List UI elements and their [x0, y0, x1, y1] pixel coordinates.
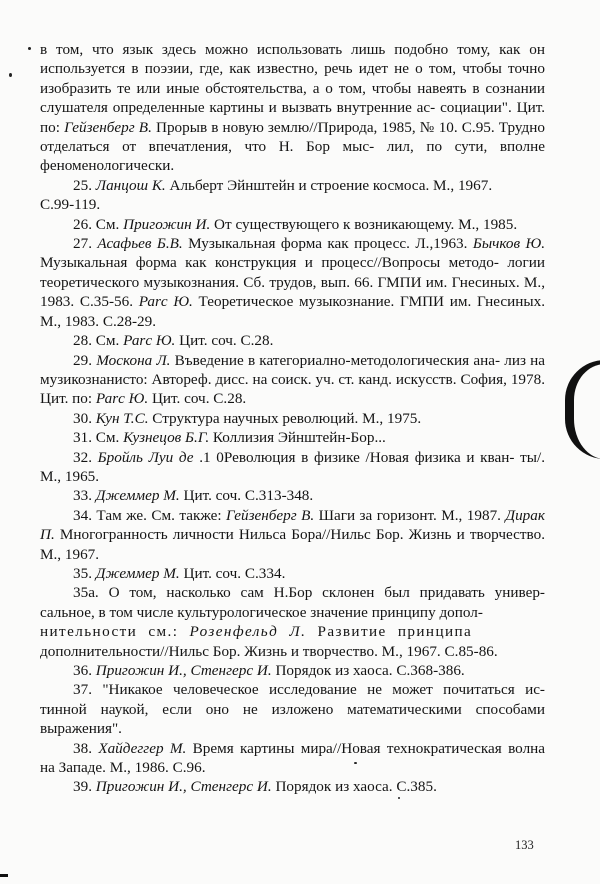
author-name: Бройль Луи де: [97, 448, 194, 466]
note-26: 26. См. Пригожин И. От существующего к возникающему. М., 1985.: [73, 215, 518, 233]
note-28: 28. См. Раrс Ю. Цит. соч. С.28.: [73, 332, 274, 350]
author-name: Ю.: [525, 235, 545, 253]
scan-bracket-mark: [565, 360, 600, 459]
text-line: 1985, № 10. С.95. Трудно отделаться от впечатления, что Н. Бор мыс-: [40, 118, 545, 156]
note-31: 31. См. Кузнецов Б.Г. Коллизия Эйнштейн-Бор...: [73, 429, 386, 447]
author-name: Джеммер М.: [95, 487, 180, 505]
author-name: Бычков: [472, 235, 521, 253]
author-name: Ланцош К.: [95, 176, 166, 194]
author-name: Джеммер М.: [95, 564, 180, 582]
text-line: Прорыв в новую землю//Природа,: [151, 118, 378, 136]
text-line: сознании слушателя определенные картины и вызвать внутренние ас-: [40, 79, 545, 117]
note-34: 34. Там же. См. также: Гейзенберг В. Шаги за горизонт. М., 1987. Дирак П. Многогранность личности Нильса Бора//Нильс Бор. Жизнь и творчество. М., 1967.: [40, 506, 545, 563]
author-name: Розенфельд Л.: [189, 623, 307, 641]
scan-speck: [398, 797, 400, 799]
note-32: 32. Бройль Луи де .1 0Революция в физике /Новая физика и кван- ты/. М., 1965.: [40, 448, 546, 485]
author-name: Раrс Ю.: [123, 332, 176, 350]
note-35a-cont: дополнительности//Нильс Бор. Жизнь и творчество. М., 1967. С.85-86.: [40, 642, 498, 660]
text-line: социации". Цит. по:: [40, 99, 545, 136]
scan-speck: [28, 47, 31, 50]
scan-edge-mark: [0, 874, 8, 877]
note-30: 30. Кун Т.С. Структура научных революций. М., 1975.: [73, 409, 422, 427]
author-name: Хайдеггер М.: [98, 739, 187, 757]
author-name: Москона Л.: [96, 351, 171, 369]
scan-speck: [9, 73, 12, 77]
note-39: 39. Пригожин И., Стенгерс И. Порядок из хаоса. С.385.: [73, 778, 437, 796]
scan-speck: [354, 762, 357, 764]
author-name: Асафьев Б.В.: [97, 235, 183, 253]
note-37: 37. "Никакое человеческое исследование не может почитаться ис- тинной наукой, если оно не изложено математическими способами выражения".: [40, 681, 545, 738]
note-33: 33. Джеммер М. Цит. соч. С.313-348.: [73, 487, 314, 505]
author-name: Пригожин И.: [123, 215, 211, 233]
note-35: 35. Джеммер М. Цит. соч. С.334.: [73, 564, 286, 582]
text-line: точно изобразить те или иные обстоятельства, а о том, чтобы навеять в: [40, 60, 546, 97]
continued-note-text: [40, 40, 545, 176]
note-35a: 35а. О том, насколько сам Н.Бор склонен был придавать универ- сальное, в том числе культурологическое значение принципу допол-: [40, 584, 545, 621]
author-name: Кузнецов Б.Г.: [123, 429, 210, 447]
text-line: в том, что язык здесь можно использовать лишь подобно тому, как он: [40, 41, 545, 58]
author-name: Гейзенберг В.: [226, 506, 315, 524]
note-36: 36. Пригожин И., Стенгерс И. Порядок из хаоса. С.368-386.: [73, 662, 465, 679]
author-name: Гейзенберг В.: [64, 118, 152, 136]
note-27: 27. Асафьев Б.В. Музыкальная форма как процесс. Л.,1963. Бычков Ю. Музыкальная форма как конструкция и процесс//Вопросы методо- логии теоретического музыкознания. Сб. трудов, вып. 66. ГМПИ им. Гнесиных. М., 1983. С.35-56. Раrс Ю. Теоретическое музыкознание. ГМПИ им. Гнесиных. М., 1983. С.28-29.: [40, 235, 546, 330]
author-name: Раrс Ю.: [95, 390, 149, 408]
author-name: Пригожин И., Стенгерс И.: [95, 662, 272, 679]
note-29: 29. Москона Л. Въведение в категориално-методологическия ана- лиз на музикознанисто: Автореф. дисс. на соиск. уч. ст. канд. искусств. София, 1978. Цит. по: Раrс Ю. Цит. соч. С.28.: [40, 351, 546, 408]
author-name: Пригожин И., Стенгерс И.: [95, 778, 272, 796]
note-25-cont: С.99-119.: [40, 196, 101, 214]
author-name: Кун Т.С.: [95, 409, 149, 427]
note-25: 25. Ланцош К. Альберт Эйнштейн и строение космоса. М., 1967.: [73, 176, 493, 194]
author-name: Дирак П.: [40, 506, 545, 544]
author-name: Раrс Ю.: [138, 293, 193, 311]
text-line: используется в поэзии, где, как известно, речь идет не о том, чтобы: [40, 60, 502, 78]
note-35a-spread-line: нительности см.: Розенфельд Л. Развитие принципа: [40, 623, 473, 641]
page-text: [40, 40, 545, 797]
page-number: 133: [515, 838, 534, 852]
text-line: лил, по сути, вполне феноменологически.: [40, 138, 546, 175]
note-38: 38. Хайдеггер М. Время картины мира//Новая технократическая волна на Западе. М., 1986. С.96.: [40, 739, 546, 777]
